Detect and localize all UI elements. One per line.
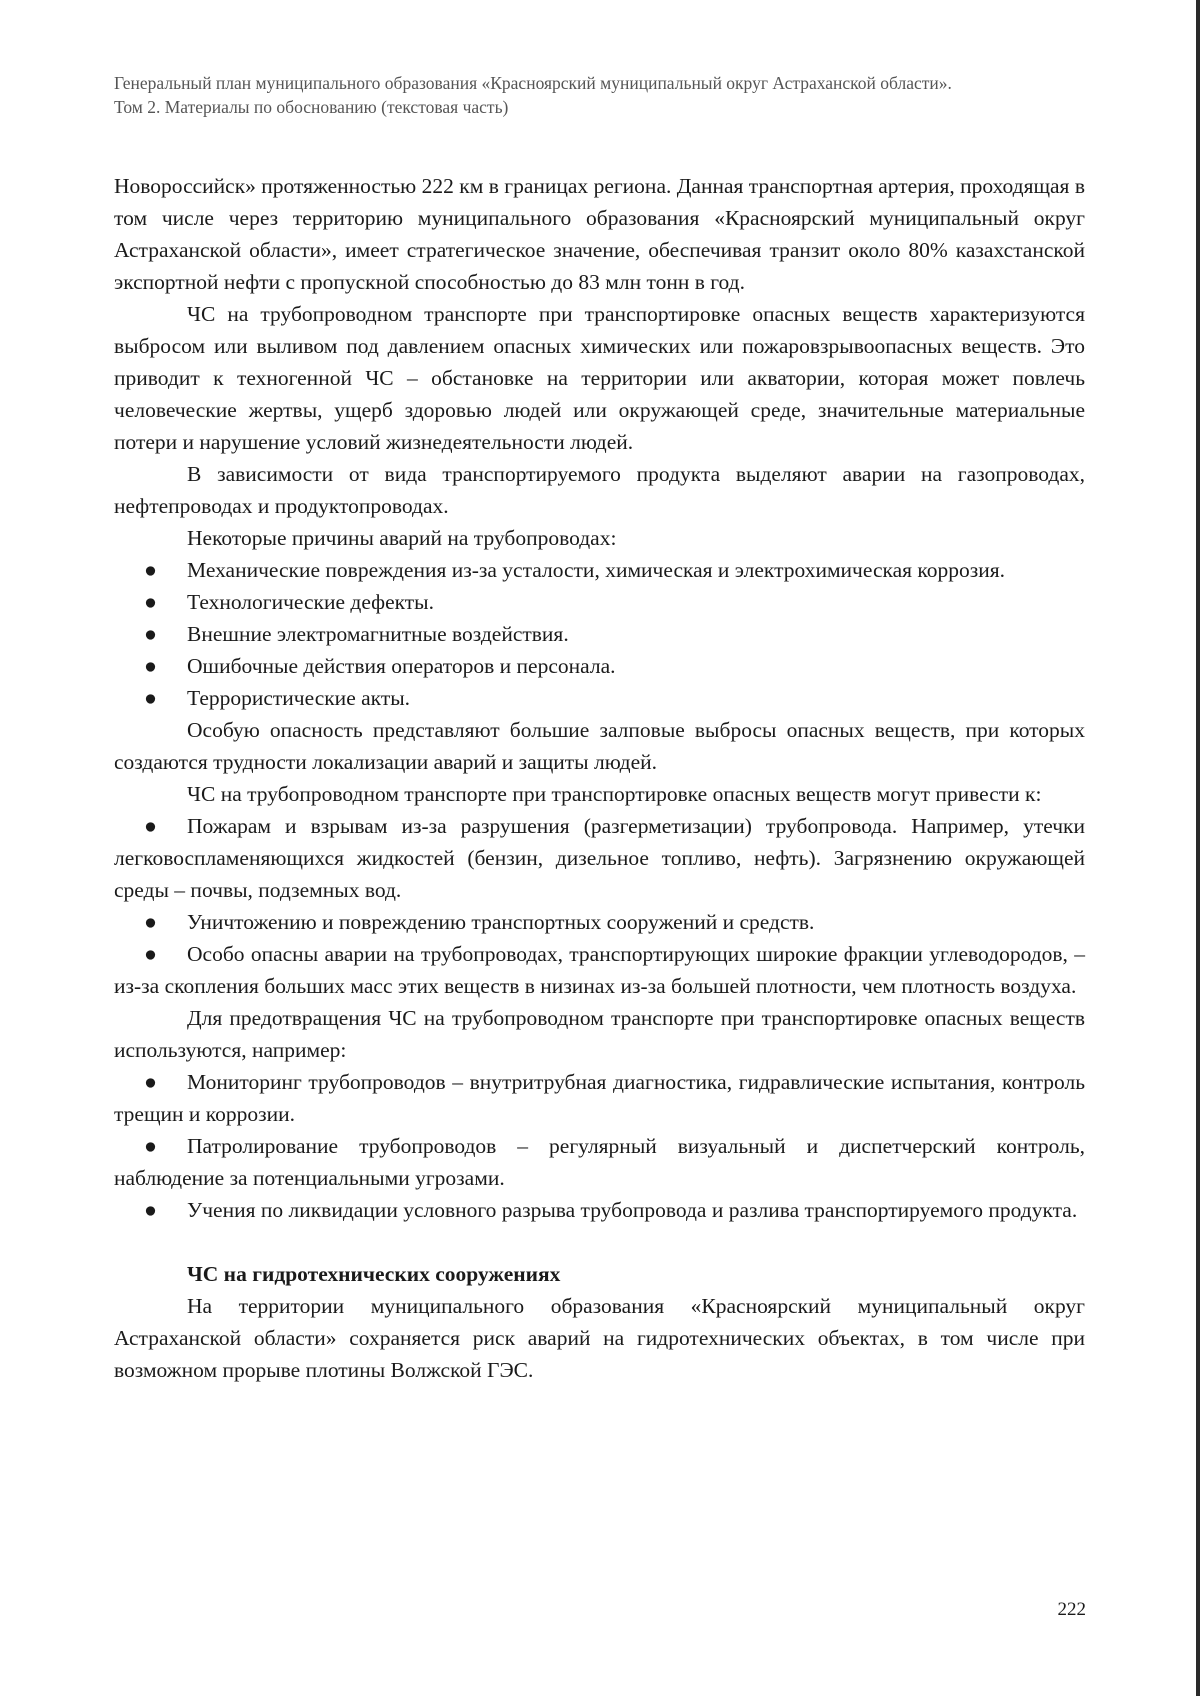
list-item-cause [114, 586, 1085, 618]
list-item-text: Механические повреждения из-за усталости, химическая и электрохимическая коррозия. [187, 558, 1006, 582]
list-item-cause [114, 554, 1085, 586]
bullet-icon: ● [144, 814, 157, 838]
bullet-icon: ● [144, 910, 157, 934]
bullet-icon: ● [144, 942, 157, 966]
section-heading-hydraulic: ЧС на гидротехнических сооружениях [187, 1262, 561, 1286]
bullet-icon: ● [144, 590, 157, 614]
bullet-icon: ● [144, 622, 157, 646]
list-item-prevention [114, 1130, 1085, 1194]
bullet-icon: ● [144, 558, 157, 582]
list-item-text: Ошибочные действия операторов и персонала. [187, 654, 616, 678]
header-volume-line: Том 2. Материалы по обоснованию (текстовая часть) [114, 97, 509, 117]
list-item-consequence [114, 938, 1085, 1002]
list-item-cause [114, 682, 1085, 714]
page-edge [1196, 0, 1200, 1696]
page-number: 222 [1057, 1599, 1086, 1620]
list-item-text: Уничтожению и повреждению транспортных сооружений и средств. [187, 910, 815, 934]
bullet-icon: ● [144, 1134, 157, 1158]
list-item-text: Учения по ликвидации условного разрыва трубопровода и разлива транспортируемого продукта. [187, 1198, 1078, 1222]
list-item-cause [114, 650, 1085, 682]
list-item-cause [114, 618, 1085, 650]
list-item-text: Внешние электромагнитные воздействия. [187, 622, 569, 646]
list-item-text: Патролирование трубопроводов – регулярный визуальный и диспетчерский контроль, наблюдение за потенциальными угрозами. [114, 1134, 1085, 1190]
bullet-icon: ● [144, 1070, 157, 1094]
list-item-text: Технологические дефекты. [187, 590, 434, 614]
paragraph-pipeline-intro: Новороссийск» протяженностью 222 км в границах региона. Данная транспортная артерия, проходящая в том числе через территорию муниципального образования «Красноярский муниципальный округ Астраханской области», имеет стратегическое значение, обеспечивая транзит около 80% казахстанской экспортной нефти с пропускной способностью до 83 млн тонн в год. [114, 174, 1085, 294]
list-item-text: Мониторинг трубопроводов – внутритрубная диагностика, гидравлические испытания, контроль трещин и коррозии. [114, 1070, 1085, 1126]
bullet-icon: ● [144, 654, 157, 678]
list-item-text: Пожарам и взрывам из-за разрушения (разгерметизации) трубопровода. Например, утечки легковоспламеняющихся жидкостей (бензин, дизельное топливо, нефть). Загрязнению окружающей среды – почвы, подземных вод. [114, 814, 1085, 902]
paragraph-causes-intro: Некоторые причины аварий на трубопроводах: [187, 526, 617, 550]
paragraph-pipeline-emergencies: ЧС на трубопроводном транспорте при транспортировке опасных веществ характеризуются выбросом или выливом под давлением опасных химических или пожаровзрывоопасных веществ. Это приводит к техногенной ЧС – обстановке на территории или акватории, которая может повлечь человеческие жертвы, ущерб здоровью людей или окружающей среде, значительные материальные потери и нарушение условий жизнедеятельности людей. [114, 302, 1085, 454]
running-header [114, 71, 1089, 119]
list-item-text: Особо опасны аварии на трубопроводах, транспортирующих широкие фракции углеводородов, – из-за скопления больших масс этих веществ в низинах из-за большей плотности, чем плотность воздуха. [114, 942, 1085, 998]
list-item-consequence [114, 906, 1085, 938]
header-title-line: Генеральный план муниципального образования «Красноярский муниципальный округ Астраханской области». [114, 73, 952, 93]
paragraph-salvo-emissions: Особую опасность представляют большие залповые выбросы опасных веществ, при которых создаются трудности локализации аварий и защиты людей. [114, 718, 1085, 774]
list-item-prevention [114, 1066, 1085, 1130]
list-item-text: Террористические акты. [187, 686, 411, 710]
list-item-prevention [114, 1194, 1085, 1226]
bullet-icon: ● [144, 1198, 157, 1222]
paragraph-consequences-intro: ЧС на трубопроводном транспорте при транспортировке опасных веществ могут привести к: [187, 782, 1042, 806]
document-body [114, 170, 1085, 1386]
paragraph-accident-types: В зависимости от вида транспортируемого продукта выделяют аварии на газопроводах, нефтепроводах и продуктопроводах. [114, 462, 1085, 518]
bullet-icon: ● [144, 686, 157, 710]
paragraph-hydraulic-risk: На территории муниципального образования «Красноярский муниципальный округ Астраханской области» сохраняется риск аварий на гидротехнических объектах, в том числе при возможном прорыве плотины Волжской ГЭС. [114, 1294, 1085, 1382]
paragraph-prevention-intro: Для предотвращения ЧС на трубопроводном транспорте при транспортировке опасных веществ используются, например: [114, 1006, 1085, 1062]
list-item-consequence [114, 810, 1085, 906]
